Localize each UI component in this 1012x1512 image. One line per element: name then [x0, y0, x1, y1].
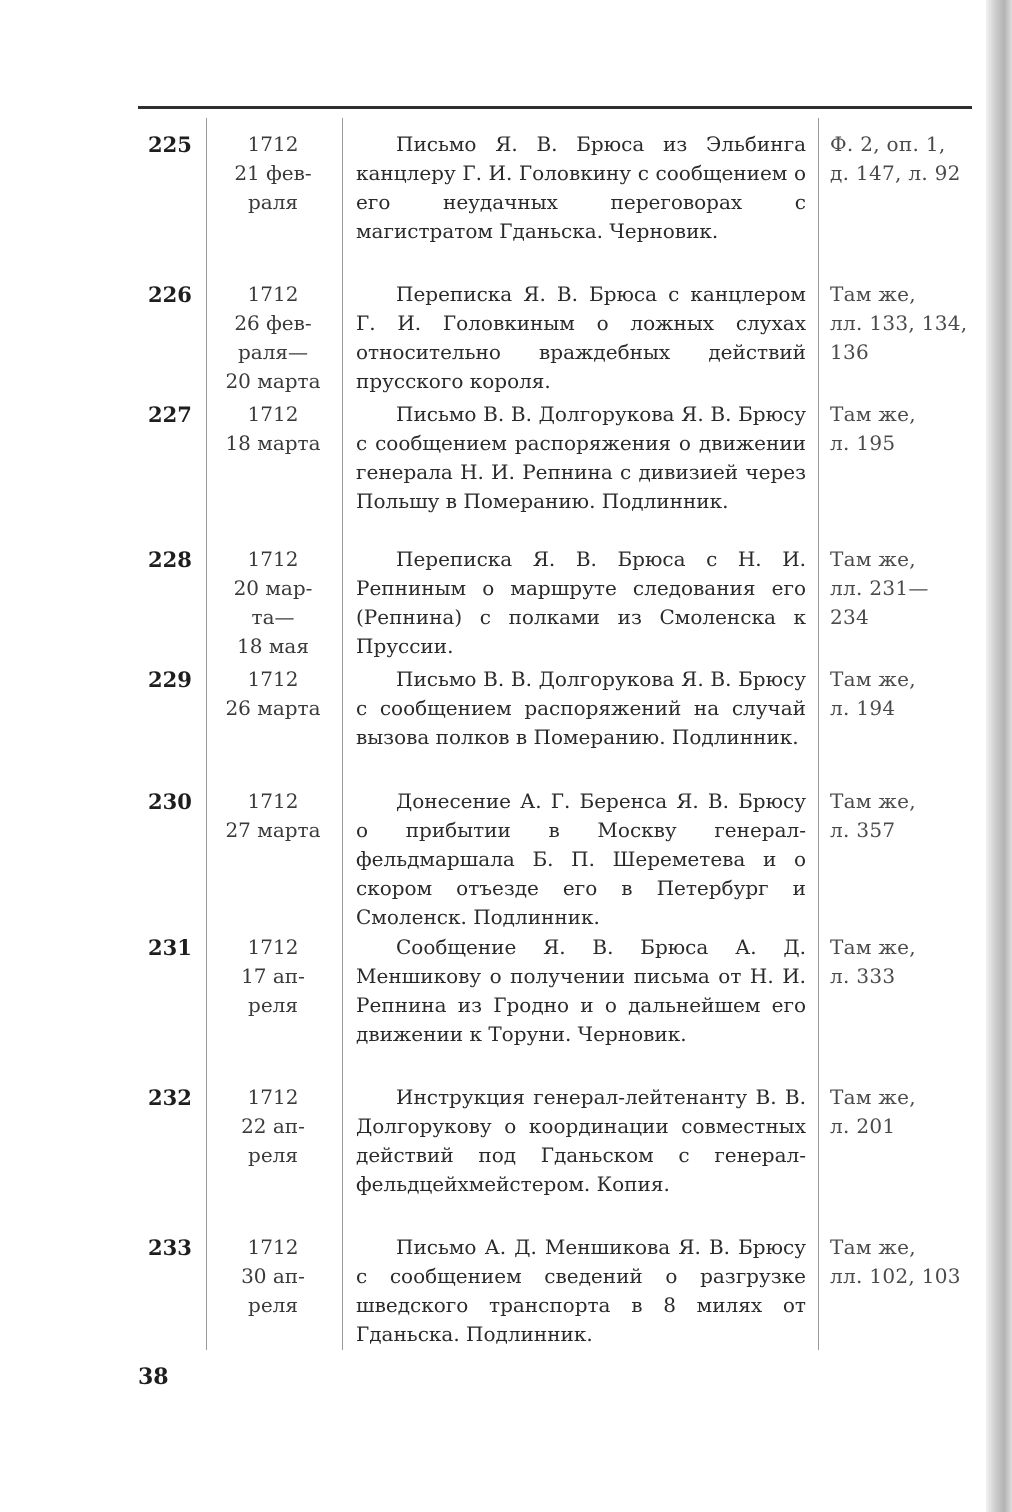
entry-number: 230 — [148, 789, 192, 814]
entry-description: Донесение А. Г. Беренса Я. В. Брюсу о прибытии в Москву генерал-фельдмаршала Б. П. Шереметева и о скором отъезде его в Петербург и Смоленск. Подлинник. — [356, 789, 806, 929]
entry-description: Письмо В. В. Долгорукова Я. В. Брюсу с сообщением распоряжения о движении генерала Н. И. Репнина с дивизией через Польшу в Померанию. Подлинник. — [356, 402, 806, 513]
entry-date: 1712 20 мар- та— 18 мая — [233, 547, 313, 658]
entry-reference: Там же, лл. 102, 103 — [830, 1235, 961, 1288]
entry-date: 1712 22 ап- реля — [241, 1085, 305, 1167]
entry-description: Сообщение Я. В. Брюса А. Д. Меншикову о получении письма от Н. И. Репнина из Гродно и о дальнейшем его движении к Торуни. Черновик. — [356, 935, 806, 1046]
entry-reference: Там же, л. 195 — [830, 402, 916, 455]
entry-reference: Ф. 2, оп. 1, д. 147, л. 92 — [830, 132, 961, 185]
entry-number: 225 — [148, 132, 192, 157]
entry-description: Переписка Я. В. Брюса с канцлером Г. И. Головкиным о ложных слухах относительно враждебных действий прусского короля. — [356, 282, 806, 393]
top-rule — [138, 106, 972, 109]
entry-number: 228 — [148, 547, 192, 572]
entry-date: 1712 18 марта — [225, 402, 321, 455]
entry-number: 227 — [148, 402, 192, 427]
entry-date: 1712 21 фев- раля — [234, 132, 312, 214]
column-divider-3 — [818, 118, 819, 1350]
entry-reference: Там же, л. 333 — [830, 935, 916, 988]
entry-date: 1712 30 ап- реля — [241, 1235, 305, 1317]
entry-reference: Там же, л. 357 — [830, 789, 916, 842]
entry-reference: Там же, лл. 133, 134, 136 — [830, 282, 968, 364]
entry-date: 1712 27 марта — [225, 789, 321, 842]
entry-description: Письмо В. В. Долгорукова Я. В. Брюсу с сообщением распоряжений на случай вызова полков в Померанию. Подлинник. — [356, 667, 806, 749]
entry-description: Переписка Я. В. Брюса с Н. И. Репниным о маршруте следования его (Репнина) с полками из Смоленска к Пруссии. — [356, 547, 806, 658]
entry-number: 233 — [148, 1235, 192, 1260]
entry-number: 229 — [148, 667, 192, 692]
entry-reference: Там же, л. 201 — [830, 1085, 916, 1138]
entry-number: 226 — [148, 282, 192, 307]
entry-date: 1712 26 фев- раля— 20 марта — [225, 282, 321, 393]
entry-number: 231 — [148, 935, 192, 960]
entry-description: Письмо Я. В. Брюса из Эльбинга канцлеру Г. И. Головкину с сообщением о его неудачных переговорах с магистратом Гданьска. Черновик. — [356, 132, 806, 243]
entry-reference: Там же, лл. 231— 234 — [830, 547, 929, 629]
entry-date: 1712 17 ап- реля — [241, 935, 305, 1017]
entry-reference: Там же, л. 194 — [830, 667, 916, 720]
column-divider-2 — [342, 118, 343, 1350]
entry-description: Инструкция генерал-лейтенанту В. В. Долгорукову о координации совместных действий под Гданьском с генерал-фельдцейхмейстером. Копия. — [356, 1085, 806, 1196]
page-number: 38 — [138, 1364, 169, 1390]
entry-description: Письмо А. Д. Меншикова Я. В. Брюсу с сообщением сведений о разгрузке шведского транспорта в 8 милях от Гданьска. Подлинник. — [356, 1235, 806, 1346]
entry-date: 1712 26 марта — [225, 667, 321, 720]
entry-number: 232 — [148, 1085, 192, 1110]
